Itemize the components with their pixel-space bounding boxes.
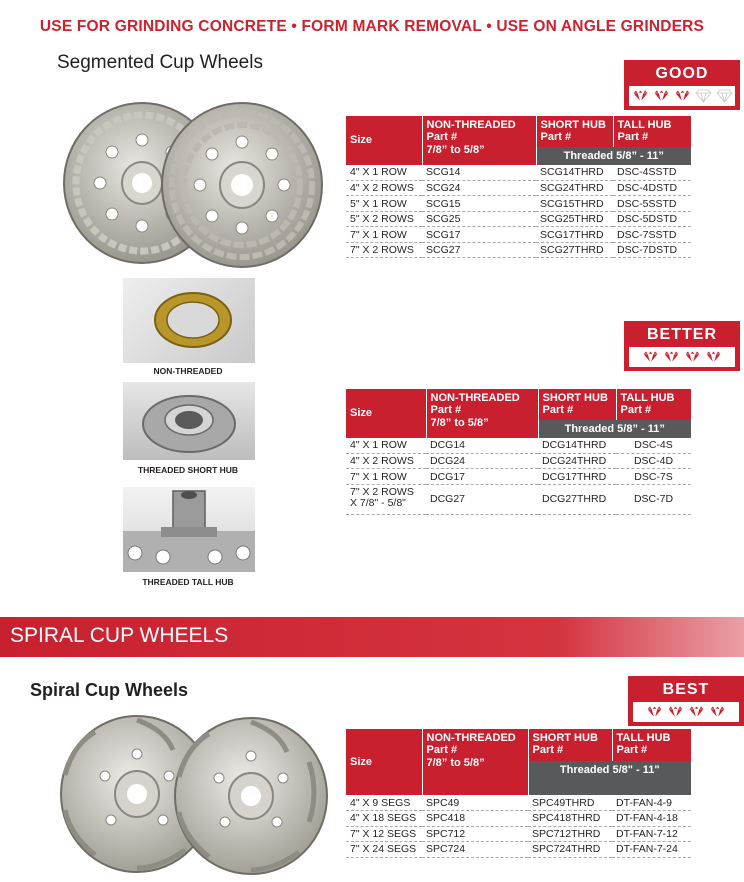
spiral-cup-wheels-image <box>55 710 330 878</box>
table-row: 4" X 1 ROW DCG14 DCG14THRD DSC-4S <box>346 438 691 454</box>
short-hub-label: SHORT HUB <box>542 392 608 404</box>
rating-better-label: BETTER <box>647 326 717 343</box>
col-header-size: Size <box>346 729 422 795</box>
diamond-icon <box>663 350 680 364</box>
diamond-icon <box>684 350 701 364</box>
part-label: Part # <box>540 131 572 144</box>
col-header-tall-hub <box>612 729 691 761</box>
spiral-title: Spiral Cup Wheels <box>30 680 189 700</box>
rating-good <box>624 60 740 110</box>
caption-short-hub: THREADED SHORT HUB <box>137 465 239 475</box>
diamond-icon <box>705 350 722 364</box>
threaded-header: Threaded 5/8” - 11” <box>538 420 691 438</box>
col-header-size: Size <box>346 116 422 165</box>
short-hub-image <box>123 382 255 460</box>
non-threaded-photo <box>123 278 255 363</box>
rating-good-diamonds <box>629 86 735 106</box>
diamond-icon <box>642 350 659 364</box>
segmented-cup-wheels-image <box>60 92 325 274</box>
col-header-tall-hub <box>613 116 691 147</box>
diamond-icon <box>646 705 663 719</box>
rating-better <box>624 321 740 371</box>
non-threaded-label: NON-THREADED <box>426 119 516 131</box>
table-row: 7" X 12 SEGS SPC712 SPC712THRD DT-FAN-7-12 <box>346 826 691 842</box>
col-header-non-threaded <box>426 389 538 438</box>
table-row: 4" X 1 ROW SCG14 SCG14THRD DSC-4SSTD <box>346 165 691 181</box>
short-hub-label: SHORT HUB <box>540 119 606 131</box>
rating-best <box>628 676 744 726</box>
table-row: 7" X 2 ROWS SCG27 SCG27THRD DSC-7DSTD <box>346 242 691 258</box>
diamond-outline-icon <box>695 89 712 103</box>
threaded-header: Threaded 5/8" - 11" <box>528 761 691 795</box>
table-row: 7" X 24 SEGS SPC724 SPC724THRD DT-FAN-7-24 <box>346 842 691 858</box>
segmented-title: Segmented Cup Wheels <box>57 52 263 73</box>
segmented-good-table <box>346 116 691 258</box>
col-header-short-hub <box>536 116 613 147</box>
spiral-section-band <box>0 617 744 657</box>
col-header-size: Size <box>346 389 426 438</box>
diamond-icon <box>632 89 649 103</box>
spiral-best-table <box>346 729 691 858</box>
col-header-short-hub <box>528 729 612 761</box>
short-hub-label: SHORT HUB <box>532 732 598 744</box>
part-label: Part # <box>532 744 564 757</box>
diamond-icon <box>653 89 670 103</box>
table-row: 5" X 1 ROW SCG15 SCG15THRD DSC-5SSTD <box>346 196 691 212</box>
table-row: 4" X 9 SEGS SPC49 SPC49THRD DT-FAN-4-9 <box>346 795 691 811</box>
non-threaded-ring-image <box>123 278 255 363</box>
table-row: 7" X 1 ROW SCG17 SCG17THRD DSC-7SSTD <box>346 227 691 243</box>
diamond-icon <box>688 705 705 719</box>
col-header-non-threaded <box>422 116 536 165</box>
rating-good-label: GOOD <box>655 65 709 82</box>
part-label: Part # <box>430 404 462 417</box>
nt-range-label: 7/8” to 5/8” <box>426 143 485 156</box>
non-threaded-label: NON-THREADED <box>426 732 516 744</box>
tall-hub-label: TALL HUB <box>616 732 671 744</box>
caption-non-threaded: NON-THREADED <box>153 366 223 376</box>
diamond-outline-icon <box>716 89 733 103</box>
nt-range-label: 7/8” to 5/8” <box>430 416 489 429</box>
part-label: Part # <box>620 404 652 417</box>
table-row: 7" X 2 ROWS X 7/8" - 5/8" DCG27 DCG27THRD DSC-7D <box>346 484 691 514</box>
rating-best-label: BEST <box>662 681 710 698</box>
part-label: Part # <box>617 131 649 144</box>
top-banner: USE FOR GRINDING CONCRETE • FORM MARK REMOVAL • USE ON ANGLE GRINDERS <box>39 18 705 35</box>
caption-tall-hub: THREADED TALL HUB <box>142 577 234 587</box>
part-label: Part # <box>616 744 648 757</box>
rating-best-diamonds <box>633 702 739 722</box>
col-header-tall-hub <box>616 389 691 420</box>
table-row: 4" X 18 SEGS SPC418 SPC418THRD DT-FAN-4-18 <box>346 811 691 827</box>
table-row: 7" X 1 ROW DCG17 DCG17THRD DSC-7S <box>346 469 691 485</box>
diamond-icon <box>667 705 684 719</box>
tall-hub-image <box>123 487 255 572</box>
threaded-short-hub-photo <box>123 382 255 460</box>
size-line-2: X 7/8" - 5/8" <box>350 497 406 510</box>
col-header-non-threaded <box>422 729 528 795</box>
threaded-header: Threaded 5/8” - 11” <box>536 147 691 165</box>
tall-hub-label: TALL HUB <box>620 392 675 404</box>
threaded-tall-hub-photo <box>123 487 255 572</box>
rating-better-diamonds <box>629 347 735 367</box>
spiral-band-title: SPIRAL CUP WHEELS <box>10 624 229 647</box>
part-label: Part # <box>542 404 574 417</box>
diamond-icon <box>674 89 691 103</box>
non-threaded-label: NON-THREADED <box>430 392 520 404</box>
table-row: 4" X 2 ROWS DCG24 DCG24THRD DSC-4D <box>346 453 691 469</box>
tall-hub-label: TALL HUB <box>617 119 672 131</box>
diamond-icon <box>709 705 726 719</box>
nt-range-label: 7/8” to 5/8” <box>426 756 485 769</box>
segmented-better-table <box>346 389 691 515</box>
part-label: Part # <box>426 744 458 757</box>
part-label: Part # <box>426 131 458 144</box>
table-row: 5" X 2 ROWS SCG25 SCG25THRD DSC-5DSTD <box>346 211 691 227</box>
table-row: 4" X 2 ROWS SCG24 SCG24THRD DSC-4DSTD <box>346 180 691 196</box>
col-header-short-hub <box>538 389 616 420</box>
size-line-1: 7" X 2 ROWS <box>350 485 414 498</box>
